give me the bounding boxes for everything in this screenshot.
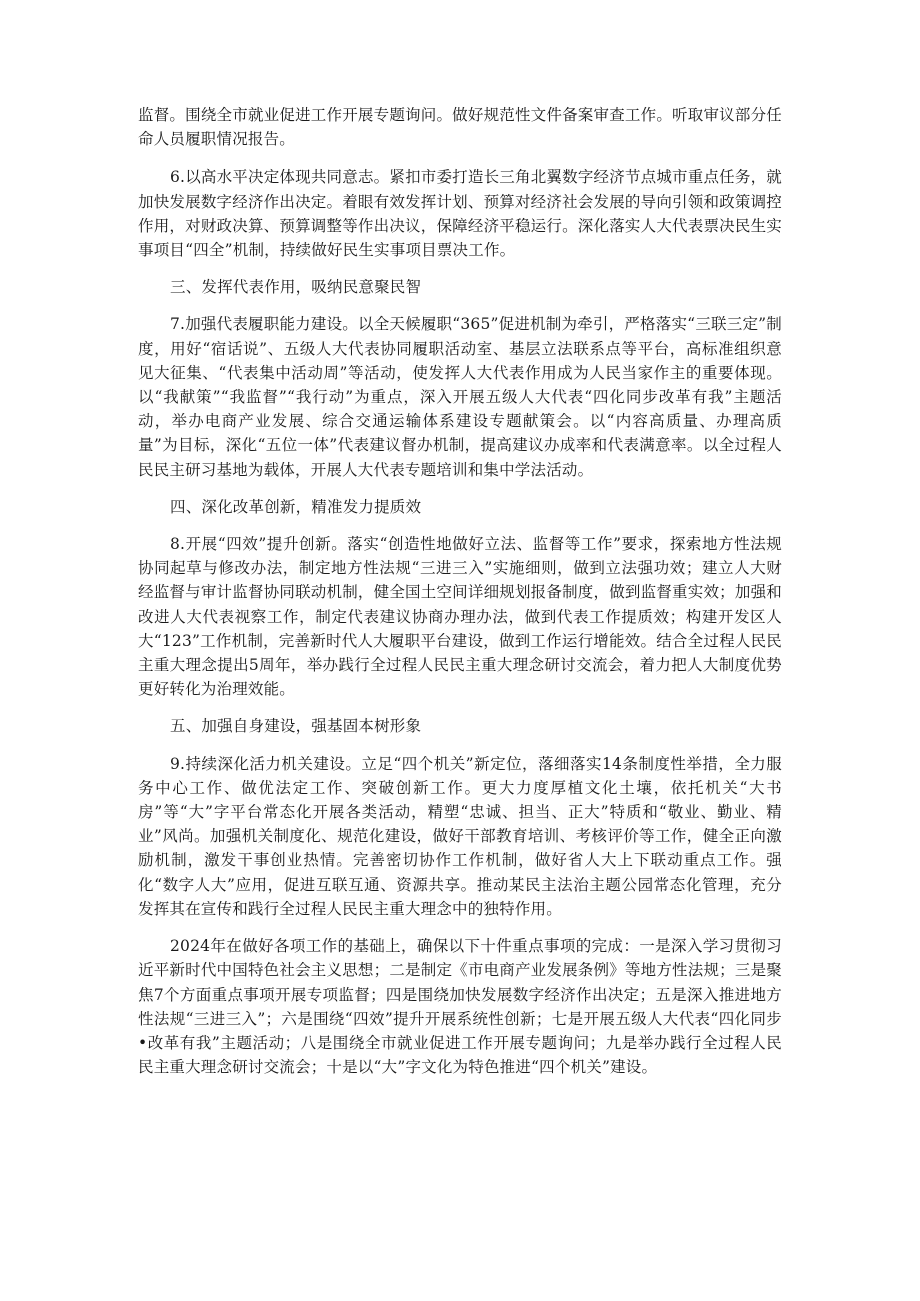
paragraph-summary-2024: 2024年在做好各项工作的基础上，确保以下十件重点事项的完成：一是深入学习贯彻习近平新时代中国特色社会主义思想；二是制定《市电商产业发展条例》等地方性法规；三是聚焦7个方面重点事项开展专项监督；四是围绕加快发展数字经济作出决定；五是深入推进地方性法规“三进三入”；六是围绕“四效”提升开展系统性创新；七是开展五级人大代表“四化同步•改革有我”主题活动；八是围绕全市就业促进工作开展专题询问；九是举办践行全过程人民民主重大理念研讨交流会；十是以“大”字文化为特色推进“四个机关”建设。 [138, 937, 782, 1077]
section-heading-3: 三、发挥代表作用，吸纳民意聚民智 [170, 278, 422, 297]
paragraph-item-9: 9.持续深化活力机关建设。立足“四个机关”新定位，落细落实14条制度性举措，全力服务中心工作、做优法定工作、突破创新工作。更大力度厚植文化土壤，依托机关“大书房”等“大”字平台常态化开展各类活动，精塑“忠诚、担当、正大”特质和“敬业、勤业、精业”风尚。加强机关制度化、规范化建设，做好干部教育培训、考核评价等工作，健全正向激励机制，激发干事创业热情。完善密切协作工作机制，做好省人大上下联动重点工作。强化“数字人大”应用，促进互联互通、资源共享。推动某民主法治主题公园常态化管理，充分发挥其在宣传和践行全过程人民民主重大理念中的独特作用。 [138, 754, 782, 918]
section-heading-4: 四、深化改革创新，精准发力提质效 [170, 497, 422, 516]
paragraph-continuation: 监督。围绕全市就业促进工作开展专题询问。做好规范性文件备案审查工作。听取审议部分任命人员履职情况报告。 [138, 106, 782, 149]
paragraph-item-8: 8.开展“四效”提升创新。落实“创造性地做好立法、监督等工作”要求，探索地方性法规协同起草与修改办法，制定地方性法规“三进三入”实施细则，做到立法强功效；建立人大财经监督与审计监督协同联动机制，健全国土空间详细规划报备制度，做到监督重实效；加强和改进人大代表视察工作，制定代表建议协商办理办法，做到代表工作提质效；构建开发区人大“123”工作机制，完善新时代人大履职平台建设，做到工作运行增能效。结合全过程人民民主重大理念提出5周年，举办践行全过程人民民主重大理念研讨交流会，着力把人大制度优势更好转化为治理效能。 [138, 535, 782, 699]
paragraph-item-6: 6.以高水平决定体现共同意志。紧扣市委打造长三角北翼数字经济节点城市重点任务，就加快发展数字经济作出决定。着眼有效发挥计划、预算对经济社会发展的导向引领和政策调控作用，对财政决算、预算调整等作出决议，保障经济平稳运行。深化落实人大代表票决民生实事项目“四全”机制，持续做好民生实事项目票决工作。 [138, 168, 782, 260]
section-heading-5: 五、加强自身建设，强基固本树形象 [170, 717, 422, 736]
document-page [138, 103, 782, 1079]
paragraph-item-7: 7.加强代表履职能力建设。以全天候履职“365”促进机制为牵引，严格落实“三联三定”制度，用好“宿话说”、五级人大代表协同履职活动室、基层立法联系点等平台，高标准组织意见大征集、“代表集中活动周”等活动，使发挥人大代表作用成为人民当家作主的重要体现。以“我献策”“我监督”“我行动”为重点，深入开展五级人大代表“四化同步改革有我”主题活动，举办电商产业发展、综合交通运输体系建设专题献策会。以“内容高质量、办理高质量”为目标，深化“五位一体”代表建议督办机制，提高建议办成率和代表满意率。以全过程人民民主研习基地为载体，开展人大代表专题培训和集中学法活动。 [138, 315, 782, 479]
